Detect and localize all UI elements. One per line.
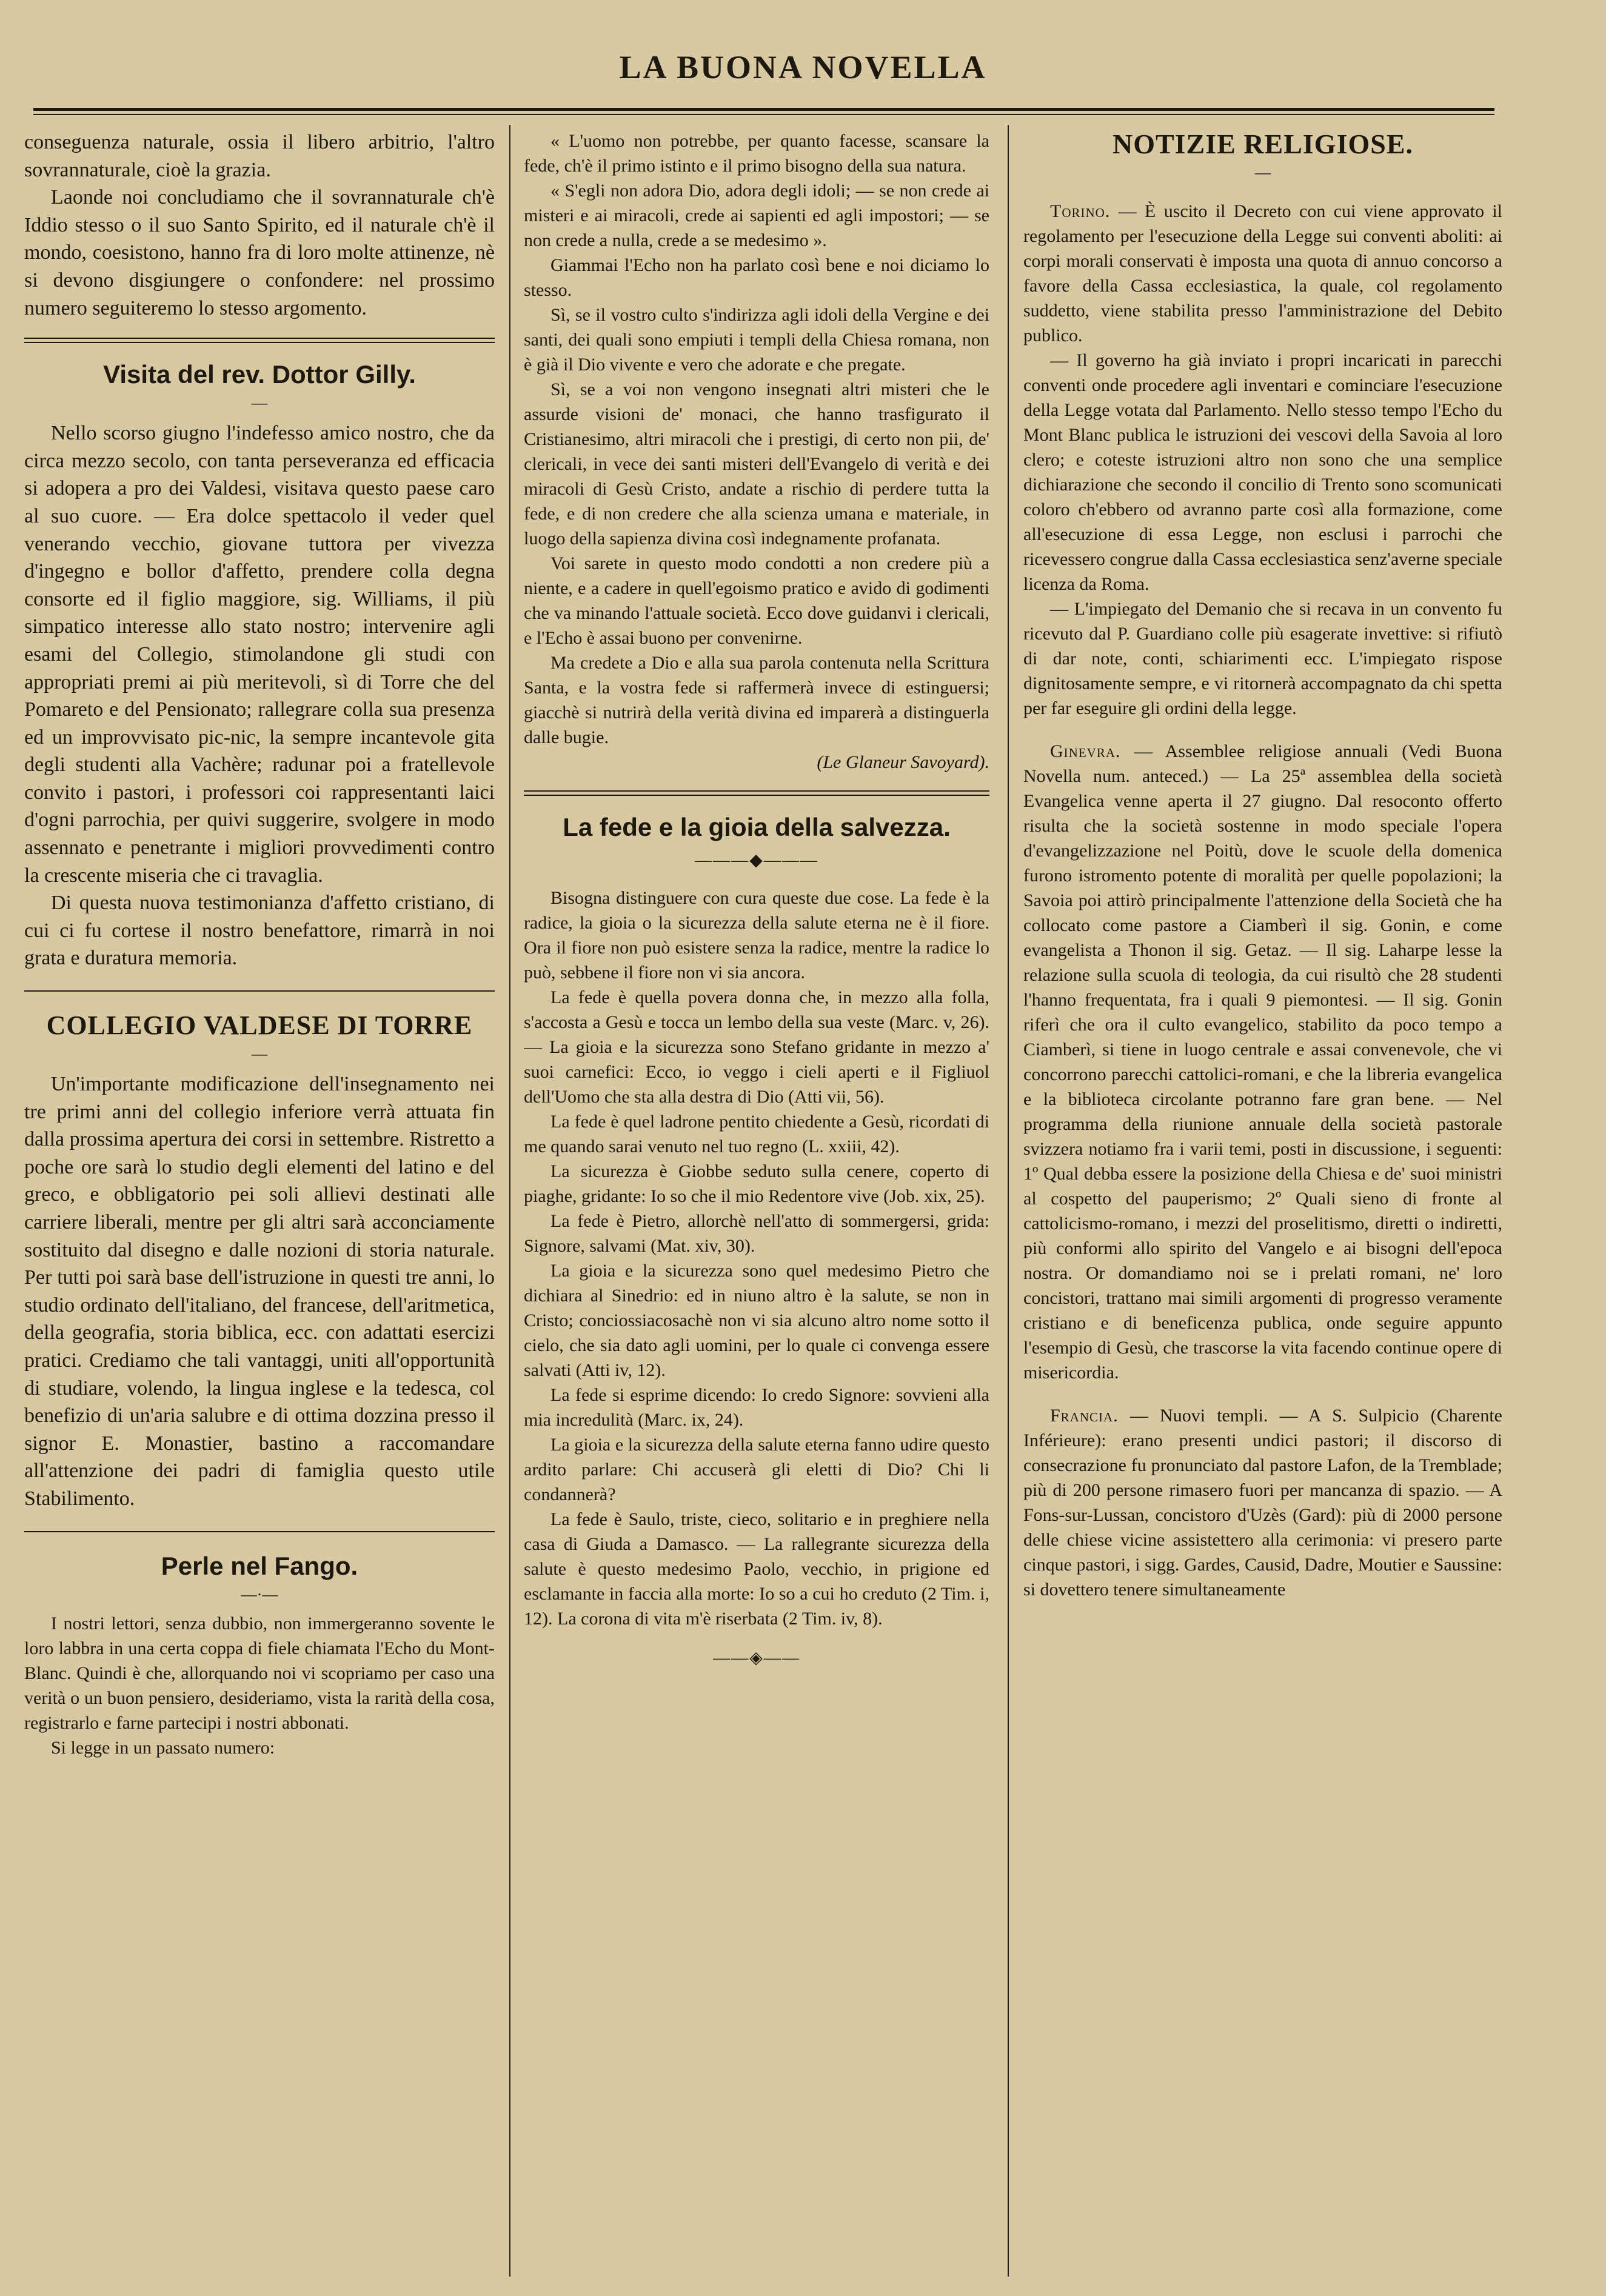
column-1: [24, 128, 495, 2274]
paragraph: Voi sarete in questo modo condotti a non credere più a niente, e a cadere in quell'egoismo pratico e avido di godimenti che va minando l'attuale società. Ecco dove guidanvi i clericali, e l'Echo è assai buono per convenirne.: [524, 553, 989, 648]
section-separator: [24, 1531, 495, 1532]
paragraph: — Il governo ha già inviato i propri incaricati in parecchi conventi onde procedere agli inventari e cominciare l'esecuzione della Legge votata dal Parlamento. Nello stesso tempo l'Echo du Mont Blanc publica le istruzioni dei vescovi della Savoia al loro clero; e coteste istruzioni altro non sono che una semplice dichiarazione che secondo il concilio di Trento sono scomunicati coloro ch'ebbero od avranno parte così alla formazione, come all'esecuzione di essa Legge, non esclusi i parrochi che ricevessero congrue dalla Cassa ecclesiastica senz'averne speciale licenza da Roma.: [1023, 350, 1502, 594]
masthead: LA BUONA NOVELLA: [619, 49, 987, 85]
news-item: Ginevra. — Assemblee religiose annuali (Vedi Buona Novella num. anteced.) — La 25ª assemblea della società Evangelica venne aperta il 27 giugno. Dal resoconto offerto risulta che la società sostenne in modo speciale l'opera d'evangelizzazione nel Poitù, dove le scuole della domenica furono istromento potente di moralità per quelle popolazioni; la Savoia poi attirò principalmente l'attenzione della Società che ha collocato come pastore a Ciamberì il sig. Gonin, e come evangelista a Thonon il sig. Getaz. — Il sig. Laharpe lesse la relazione sulla scuola di teologia, da cui risultò che 28 studenti l'hanno frequentata, fra i quali 9 piemontesi. — Il sig. Gonin riferì che ora il culto evangelico, stabilito da poco tempo a Ciamberì, si tiene in luogo centrale e assai convenevole, che vi concorrono parecchi cattolici-romani, e che la libreria evangelica e la biblioteca circolante potranno fare gran bene. — Nel programma della riunione annuale della società pastorale svizzera notiamo fra i varii temi, posti in discussione, i seguenti: 1º Qual debba essere la posizione della Chiesa e de' suoi ministri al cospetto del pauperismo; 2º Quali sieno di fronte al cattolicismo-romano, i mezzi del proselitismo, diretti o indiretti, più conformi allo spirito del Vangelo e ai bisogni dell'epoca nostra. Or domandiamo noi se i prelati romani, ne' loro concistori, trattano mai simili argomenti di progresso veramente cristiano e di beneficenza publica, onde seguire appunto l'esempio di Gesù, che trascorse la vita facendo continue opere di misericordia.: [1023, 741, 1502, 1383]
article-title: Perle nel Fango.: [161, 1551, 358, 1580]
paragraph: La gioia e la sicurezza della salute eterna fanno udire questo ardito parlare: Chi accuserà gli eletti di Dio? Chi li condannerà?: [524, 1434, 989, 1504]
paragraph: — L'impiegato del Demanio che si recava in un convento fu ricevuto dal P. Guardiano colle più esagerate invettive: si rifiutò di dar note, conti, schiarimenti ecc. L'impiegato rispose dignitosamente sempre, e vi ritornerà accompagnato da chi spetta per far eseguire gli ordini della legge.: [1023, 599, 1502, 718]
quote-paragraph: « L'uomo non potrebbe, per quanto facesse, scansare la fede, ch'è il primo istinto e il primo bisogno della sua natura.: [524, 131, 989, 176]
title-dash: —: [252, 394, 267, 412]
paragraph: La fede è Saulo, triste, cieco, solitario e in preghiere nella casa di Giuda a Damasco. — La rallegrante sicurezza della salute è questo medesimo Paolo, vecchio, in prigione ed esclamante in faccia alla morte: Io so a cui ho creduto (2 Tim. i, 12). La corona di vita m'è riserbata (2 Tim. iv, 8).: [524, 1509, 989, 1629]
section-separator: [24, 990, 495, 992]
paragraph: Laonde noi concludiamo che il sovrannaturale ch'è Iddio stesso o il suo Santo Spirito, ed il naturale ch'è il mondo, coesistono, hanno fra di loro molte attinenze, nè si devono disgiungere o confondere: nel prossimo numero seguiteremo lo stesso argomento.: [24, 186, 495, 319]
paragraph: La fede è quella povera donna che, in mezzo alla folla, s'accosta a Gesù e tocca un lembo della sua veste (Marc. v, 26). — La gioia e la sicurezza sono Stefano gridante in mezzo a' suoi carnefici: Ecco, io veggo i cieli aperti e il Figliuol dell'Uomo che sta alla destra di Dio (Atti vii, 56).: [524, 987, 989, 1107]
paragraph: Bisogna distinguere con cura queste due cose. La fede è la radice, la gioia o la sicurezza della salute eterna ne è il fiore. Ora il fiore non può esistere senza la radice, mentre la radice lo può, sebbene il fiore non vi sia ancora.: [524, 887, 989, 983]
news-item: Francia. — Nuovi templi. — A S. Sulpicio (Charente Inférieure): erano presenti undici pastori; il discorso di consecrazione fu pronunciato dal pastore Lafon, de la Tremblade; più di 200 persone rimasero fuori per mancanza di spazio. — A Fons-sur-Lussan, concistoro d'Uzès (Gard): più di 2000 persone delle chiese vicine assistettero alla cerimonia: vi presero parte cinque pastori, i sigg. Gardes, Causid, Dadre, Moutier e Saussine: si dovettero tenere simultaneamente: [1023, 1406, 1502, 1600]
ornament-rule: ——◈——: [713, 1648, 800, 1667]
paragraph: Di questa nuova testimonianza d'affetto cristiano, di cui ci fu cortese il nostro benefattore, rimarrà in noi grata e duratura memoria.: [24, 892, 495, 970]
top-rule-thin: [33, 114, 1494, 115]
column-divider: [1008, 125, 1009, 2277]
article-title: La fede e la gioia della salvezza.: [563, 813, 951, 841]
column-3: [1023, 128, 1502, 2274]
paragraph: La fede si esprime dicendo: Io credo Signore: sovvieni alla mia incredulità (Marc. ix, 24).: [524, 1384, 989, 1430]
title-dash: —: [1255, 164, 1271, 181]
section-separator: [24, 338, 495, 343]
paragraph: Si legge in un passato numero:: [51, 1737, 275, 1758]
paragraph: La fede è quel ladrone pentito chiedente a Gesù, ricordati di me quando sarai venuto nel tuo regno (L. xxiii, 42).: [524, 1111, 989, 1156]
section-title: NOTIZIE RELIGIOSE.: [1112, 128, 1414, 159]
paragraph: La gioia e la sicurezza sono quel medesimo Pietro che dichiara al Sinedrio: ed in niuno altro è la salute, se non in Cristo; conciossiacosachè non vi sia alcuno altro nome sotto il cielo, che sia dato agli uomini, per lo quale ci convenga essere salvati (Atti iv, 12).: [524, 1260, 989, 1380]
section-separator: [524, 790, 989, 796]
paragraph: Un'importante modificazione dell'insegnamento nei tre primi anni del collegio inferiore verrà attuata fin dalla prossima apertura dei corsi in settembre. Ristretto a poche ore sarà lo studio degli elementi del latino e del greco, e obbligatorio pei soli allievi destinati alle carriere liberali, mentre per gli altri sarà acconciamente sostituito dal disegno e dalle nozioni di storia naturale. Per tutti poi sarà base dell'istruzione in questi tre anni, lo studio ordinato dell'italiano, del francese, dell'aritmetica, della geografia, storia biblica, ecc. con adattati esercizi pratici. Crediamo che tali vantaggi, uniti all'opportunità di studiare, volendo, la lingua inglese e la tedesca, col benefizio di un'aria salubre e di ottima dozzina presso il signor E. Monastier, bastino a raccomandare all'attenzione dei padri di famiglia questo utile Stabilimento.: [24, 1073, 495, 1510]
top-rule: [33, 108, 1494, 111]
paragraph: Sì, se a voi non vengono insegnati altri misteri che le assurde visioni de' monaci, che hanno trasfigurato il Cristianesimo, altri miracoli che i prestigi, di certo non pii, de' clericali, in vece dei santi misteri dell'Evangelo di verità e dei miracoli di Gesù Cristo, andate a rischio di perdere tutta la fede, e di non credere che alla scienza umana e materiale, in luogo della sapienza divina così indegnamente profanata.: [524, 379, 989, 549]
paragraph: Nello scorso giugno l'indefesso amico nostro, che da circa mezzo secolo, con tanta perseveranza ed efficacia si adopera a pro dei Valdesi, visitava questo paese caro al suo cuore. — Era dolce spettacolo il veder quel venerando vecchio, giovane tuttora per vivezza d'ingegno e bollor d'affetto, prendere colla degna consorte ed il figlio maggiore, sig. Williams, il più simpatico interesse allo stato nostro; intervenire agli esami del Collegio, stimolandone gli studi con appropriati premi ai più meritevoli, sì di Torre che del Pomareto e del Pensionato; rallegrare colla sua presenza ed un improvvisato pic-nic, la sempre incantevole gita degli studenti alla Vachère; radunar poi a fratellevole convito i pastori, i professori coi rappresentanti laici d'ogni parrochia, per quivi suggerire, svolgere in modo assennato e penetrante i migliori provvedimenti contro la crescente miseria che ci travaglia.: [24, 422, 495, 887]
column-2: [524, 128, 989, 2274]
title-dash: —·—: [241, 1585, 278, 1603]
news-item: Torino. — È uscito il Decreto con cui viene approvato il regolamento per l'esecuzione della Legge sui conventi aboliti: ai corpi morali conservati è imposta una quota di annuo concorso a favore della Cassa ecclesiastica, la quale, col regolamento suddetto, viene stabilita presso l'amministrazione del Debito publico.: [1023, 201, 1502, 345]
quote-paragraph: « S'egli non adora Dio, adora degli idoli; — se non crede ai misteri e ai miracoli, crede ai sapienti ed agli impostori; — se non crede a nulla, crede a se medesimo ».: [524, 181, 989, 250]
paragraph: La fede è Pietro, allorchè nell'atto di sommergersi, grida: Signore, salvami (Mat. xiv, 30).: [524, 1210, 989, 1256]
paragraph: conseguenza naturale, ossia il libero arbitrio, l'altro sovrannaturale, cioè la grazia.: [24, 131, 495, 181]
title-dash: —: [252, 1045, 267, 1063]
paragraph: La sicurezza è Giobbe seduto sulla cenere, coperto di piaghe, gridante: Io so che il mio Redentore vive (Job. xix, 25).: [524, 1161, 989, 1206]
paragraph: Sì, se il vostro culto s'indirizza agli idoli della Vergine e dei santi, dei quali sono empiuti i templi della Chiesa romana, non è già il Dio vivente e vero che adorate e che pregate.: [524, 305, 989, 375]
article-title: Visita del rev. Dottor Gilly.: [103, 360, 416, 389]
article-title: COLLEGIO VALDESE DI TORRE: [46, 1010, 473, 1041]
paragraph: Giammai l'Echo non ha parlato così bene e noi diciamo lo stesso.: [524, 255, 989, 300]
source-citation: (Le Glaneur Savoyard).: [817, 752, 989, 772]
paragraph: Ma credete a Dio e alla sua parola contenuta nella Scrittura Santa, e la vostra fede si raffermerà invece di estinguersi; giacchè si nutrirà della verità divina ed imparerà a distinguerla dalle bugie.: [524, 653, 989, 747]
location-label: Ginevra.: [1050, 741, 1121, 761]
ornament-rule: ———◆———: [695, 851, 818, 870]
column-divider: [509, 125, 510, 2277]
paragraph: I nostri lettori, senza dubbio, non immergeranno sovente le loro labbra in una certa coppa di fiele chiamata l'Echo du Mont-Blanc. Quindi è che, allorquando noi vi scopriamo per caso una verità o un buon pensiero, desideriamo, vista la rarità della cosa, registrarlo e farne partecipi i nostri abbonati.: [24, 1613, 495, 1733]
location-label: Francia.: [1050, 1406, 1119, 1426]
location-label: Torino.: [1050, 201, 1111, 221]
